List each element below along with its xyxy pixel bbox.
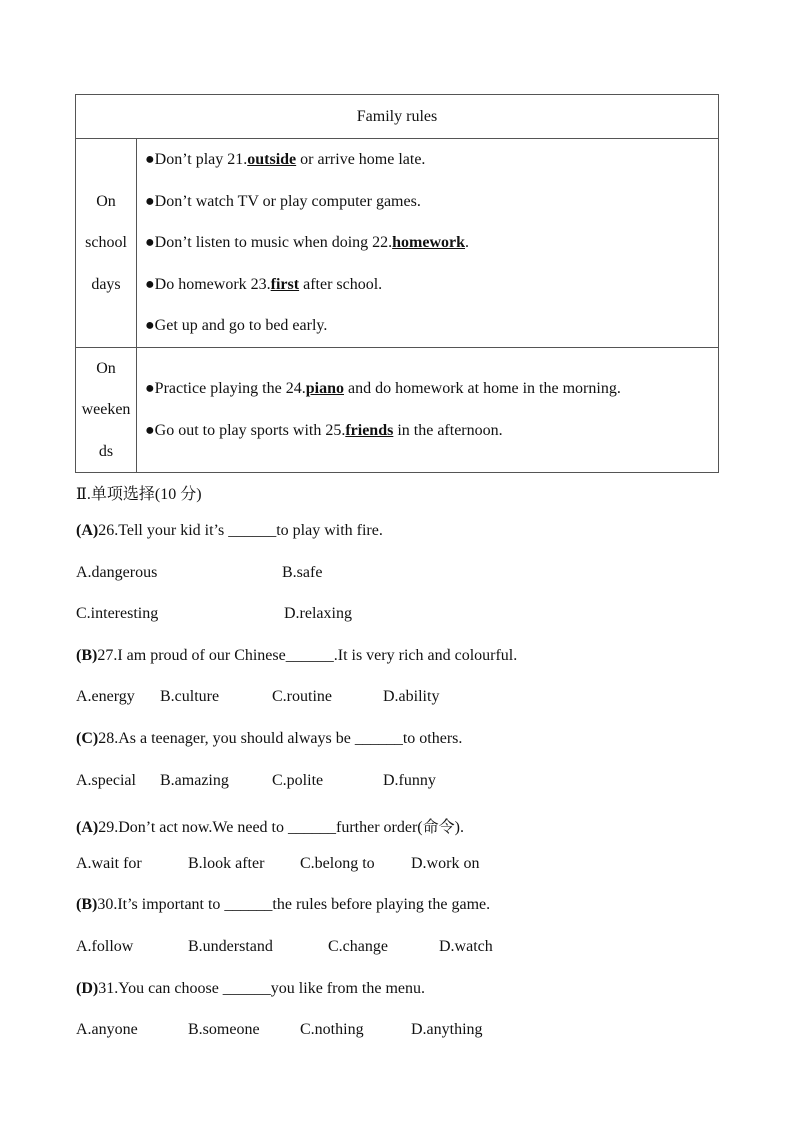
option: D.relaxing <box>284 605 352 622</box>
option: A.energy <box>76 688 135 705</box>
rule-item: ●Do homework 23.first after school. <box>145 275 383 293</box>
option: D.watch <box>439 938 493 955</box>
option: A.wait for <box>76 855 142 872</box>
option: D.funny <box>383 772 436 789</box>
option: B.look after <box>188 855 265 872</box>
rule-item: ●Practice playing the 24.piano and do homework at home in the morning. <box>145 380 621 398</box>
rule-item: ●Don’t listen to music when doing 22.homework. <box>145 234 470 251</box>
option: C.routine <box>272 688 332 705</box>
option: A.anyone <box>76 1021 138 1038</box>
question-26: (A)26.Tell your kid it’s ______to play with fire. <box>76 522 383 539</box>
option: C.polite <box>272 772 324 789</box>
question-31: (D)31.You can choose ______you like from the menu. <box>76 980 425 997</box>
answer-key: (D) <box>76 980 99 997</box>
family-rules-table <box>75 94 719 473</box>
rule-item: ●Get up and go to bed early. <box>145 317 328 334</box>
rule-item: ●Go out to play sports with 25.friends in the afternoon. <box>145 421 503 439</box>
answer-key: (C) <box>76 730 99 747</box>
answer-key: (A) <box>76 522 99 539</box>
answer-21: outside <box>247 151 297 168</box>
weekends-row <box>76 347 719 473</box>
answer-23: first <box>270 275 300 293</box>
option: D.work on <box>411 855 480 872</box>
answer-key: (B) <box>76 647 98 664</box>
school-days-rules <box>137 139 719 348</box>
answer-22: homework <box>392 234 466 251</box>
answer-key: (B) <box>76 896 98 913</box>
option: C.interesting <box>76 605 159 622</box>
school-days-label: On school days <box>76 139 137 348</box>
option: C.nothing <box>300 1021 364 1038</box>
option: B.understand <box>188 938 273 955</box>
option: C.change <box>328 938 388 955</box>
rule-item: ●Don’t play 21.outside or arrive home late. <box>145 151 426 168</box>
question-28: (C)28.As a teenager, you should always be ______to others. <box>76 730 463 747</box>
table-header-row <box>76 95 719 139</box>
table-title: Family rules <box>76 95 719 139</box>
question-29: (A)29.Don’t act now.We need to ______further order(命令). <box>76 819 464 836</box>
option: D.ability <box>383 688 440 705</box>
option: D.anything <box>411 1021 483 1038</box>
section-title: Ⅱ.单项选择(10 分) <box>76 486 202 503</box>
answer-key: (A) <box>76 819 99 836</box>
question-30: (B)30.It’s important to ______the rules before playing the game. <box>76 896 491 913</box>
weekends-label: On weeken ds <box>76 347 137 473</box>
weekends-rules <box>137 347 719 473</box>
option: B.amazing <box>160 772 229 789</box>
option: B.culture <box>160 688 220 705</box>
option: A.special <box>76 772 136 789</box>
question-27: (B)27.I am proud of our Chinese______.It is very rich and colourful. <box>76 647 518 664</box>
option: B.safe <box>282 564 323 581</box>
option: A.dangerous <box>76 564 158 581</box>
option: C.belong to <box>300 855 375 872</box>
answer-25: friends <box>345 421 394 439</box>
option: B.someone <box>188 1021 260 1038</box>
option: A.follow <box>76 938 134 955</box>
answer-24: piano <box>305 380 344 398</box>
school-days-row <box>76 139 719 348</box>
rule-item: ●Don’t watch TV or play computer games. <box>145 192 421 210</box>
